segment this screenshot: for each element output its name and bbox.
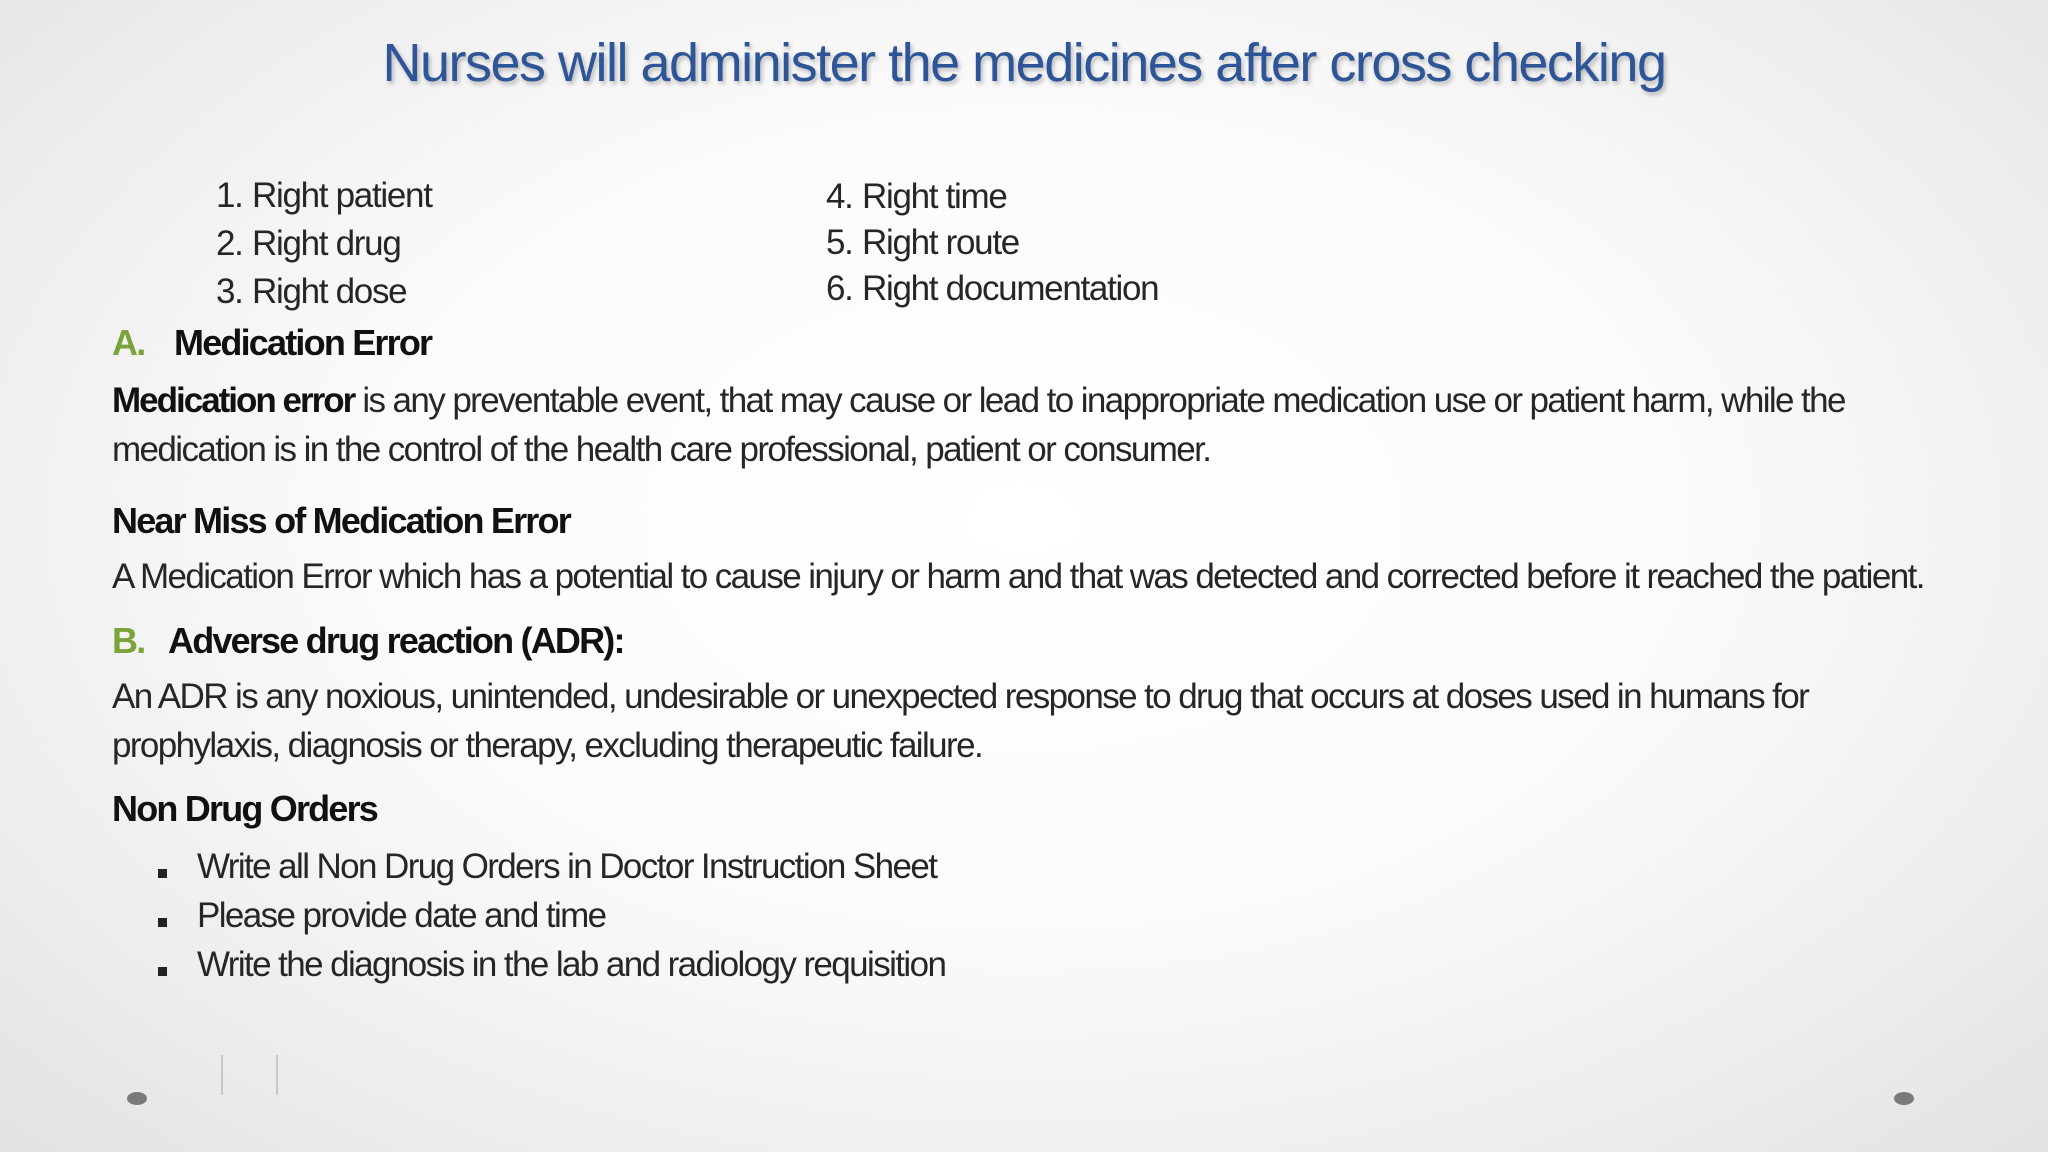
rights-list-item <box>216 220 432 268</box>
rights-list-right <box>826 174 1158 312</box>
near-miss-heading: Near Miss of Medication Error <box>112 500 570 541</box>
list-item-label: Right dose <box>252 272 407 311</box>
square-bullet-icon <box>158 967 167 976</box>
list-number: 4. <box>826 177 853 216</box>
rights-list-left <box>216 172 432 316</box>
decorative-divider <box>276 1055 278 1095</box>
list-item-text: Write the diagnosis in the lab and radiology requisition <box>197 945 946 984</box>
non-drug-orders-list <box>158 842 945 989</box>
section-heading-text: Medication Error <box>174 322 432 363</box>
section-letter: A. <box>112 322 145 363</box>
near-miss-text: A Medication Error which has a potential to cause injury or harm and that was detected and corrected before it reached the patient. <box>112 557 1924 596</box>
right-decorative-dot <box>1894 1092 1914 1105</box>
square-bullet-icon <box>158 869 167 878</box>
rights-list-item <box>826 174 1158 220</box>
list-item-text: Write all Non Drug Orders in Doctor Instruction Sheet <box>197 847 937 886</box>
list-number: 1. <box>216 176 243 215</box>
rights-list-item <box>216 268 432 316</box>
list-item-text: Please provide date and time <box>197 896 606 935</box>
adr-definition: An ADR is any noxious, unintended, undesirable or unexpected response to drug that occurs at doses used in humans for prophylaxis, diagnosis or therapy, excluding therapeutic failure. <box>112 677 1809 765</box>
rights-list-item <box>826 220 1158 266</box>
definition-text: is any preventable event, that may cause or lead to inappropriate medication use or patient harm, while the medication is in the control of the health care professional, patient or consumer. <box>112 381 1845 469</box>
list-number: 3. <box>216 272 243 311</box>
list-item-label: Right drug <box>252 224 401 263</box>
section-b-heading <box>112 620 624 662</box>
list-number: 5. <box>826 223 853 262</box>
slide-title: Nurses will administer the medicines after cross checking <box>382 33 1666 93</box>
list-number: 6. <box>826 269 853 308</box>
left-decorative-dot <box>127 1092 147 1105</box>
section-heading-text: Adverse drug reaction (ADR): <box>168 620 624 661</box>
list-item-label: Right route <box>862 223 1019 262</box>
rights-list-item <box>826 266 1158 312</box>
non-drug-orders-heading: Non Drug Orders <box>112 788 378 829</box>
list-item <box>158 940 945 989</box>
list-item <box>158 891 945 940</box>
list-item-label: Right documentation <box>862 269 1159 308</box>
list-item-label: Right time <box>862 177 1007 216</box>
section-letter: B. <box>112 620 145 661</box>
list-item <box>158 842 945 891</box>
section-a-heading <box>112 322 431 364</box>
square-bullet-icon <box>158 918 167 927</box>
medication-error-definition <box>112 376 1952 474</box>
list-number: 2. <box>216 224 243 263</box>
list-item-label: Right patient <box>252 176 432 215</box>
definition-term: Medication error <box>112 381 355 420</box>
decorative-divider <box>221 1055 223 1095</box>
rights-list-item <box>216 172 432 220</box>
